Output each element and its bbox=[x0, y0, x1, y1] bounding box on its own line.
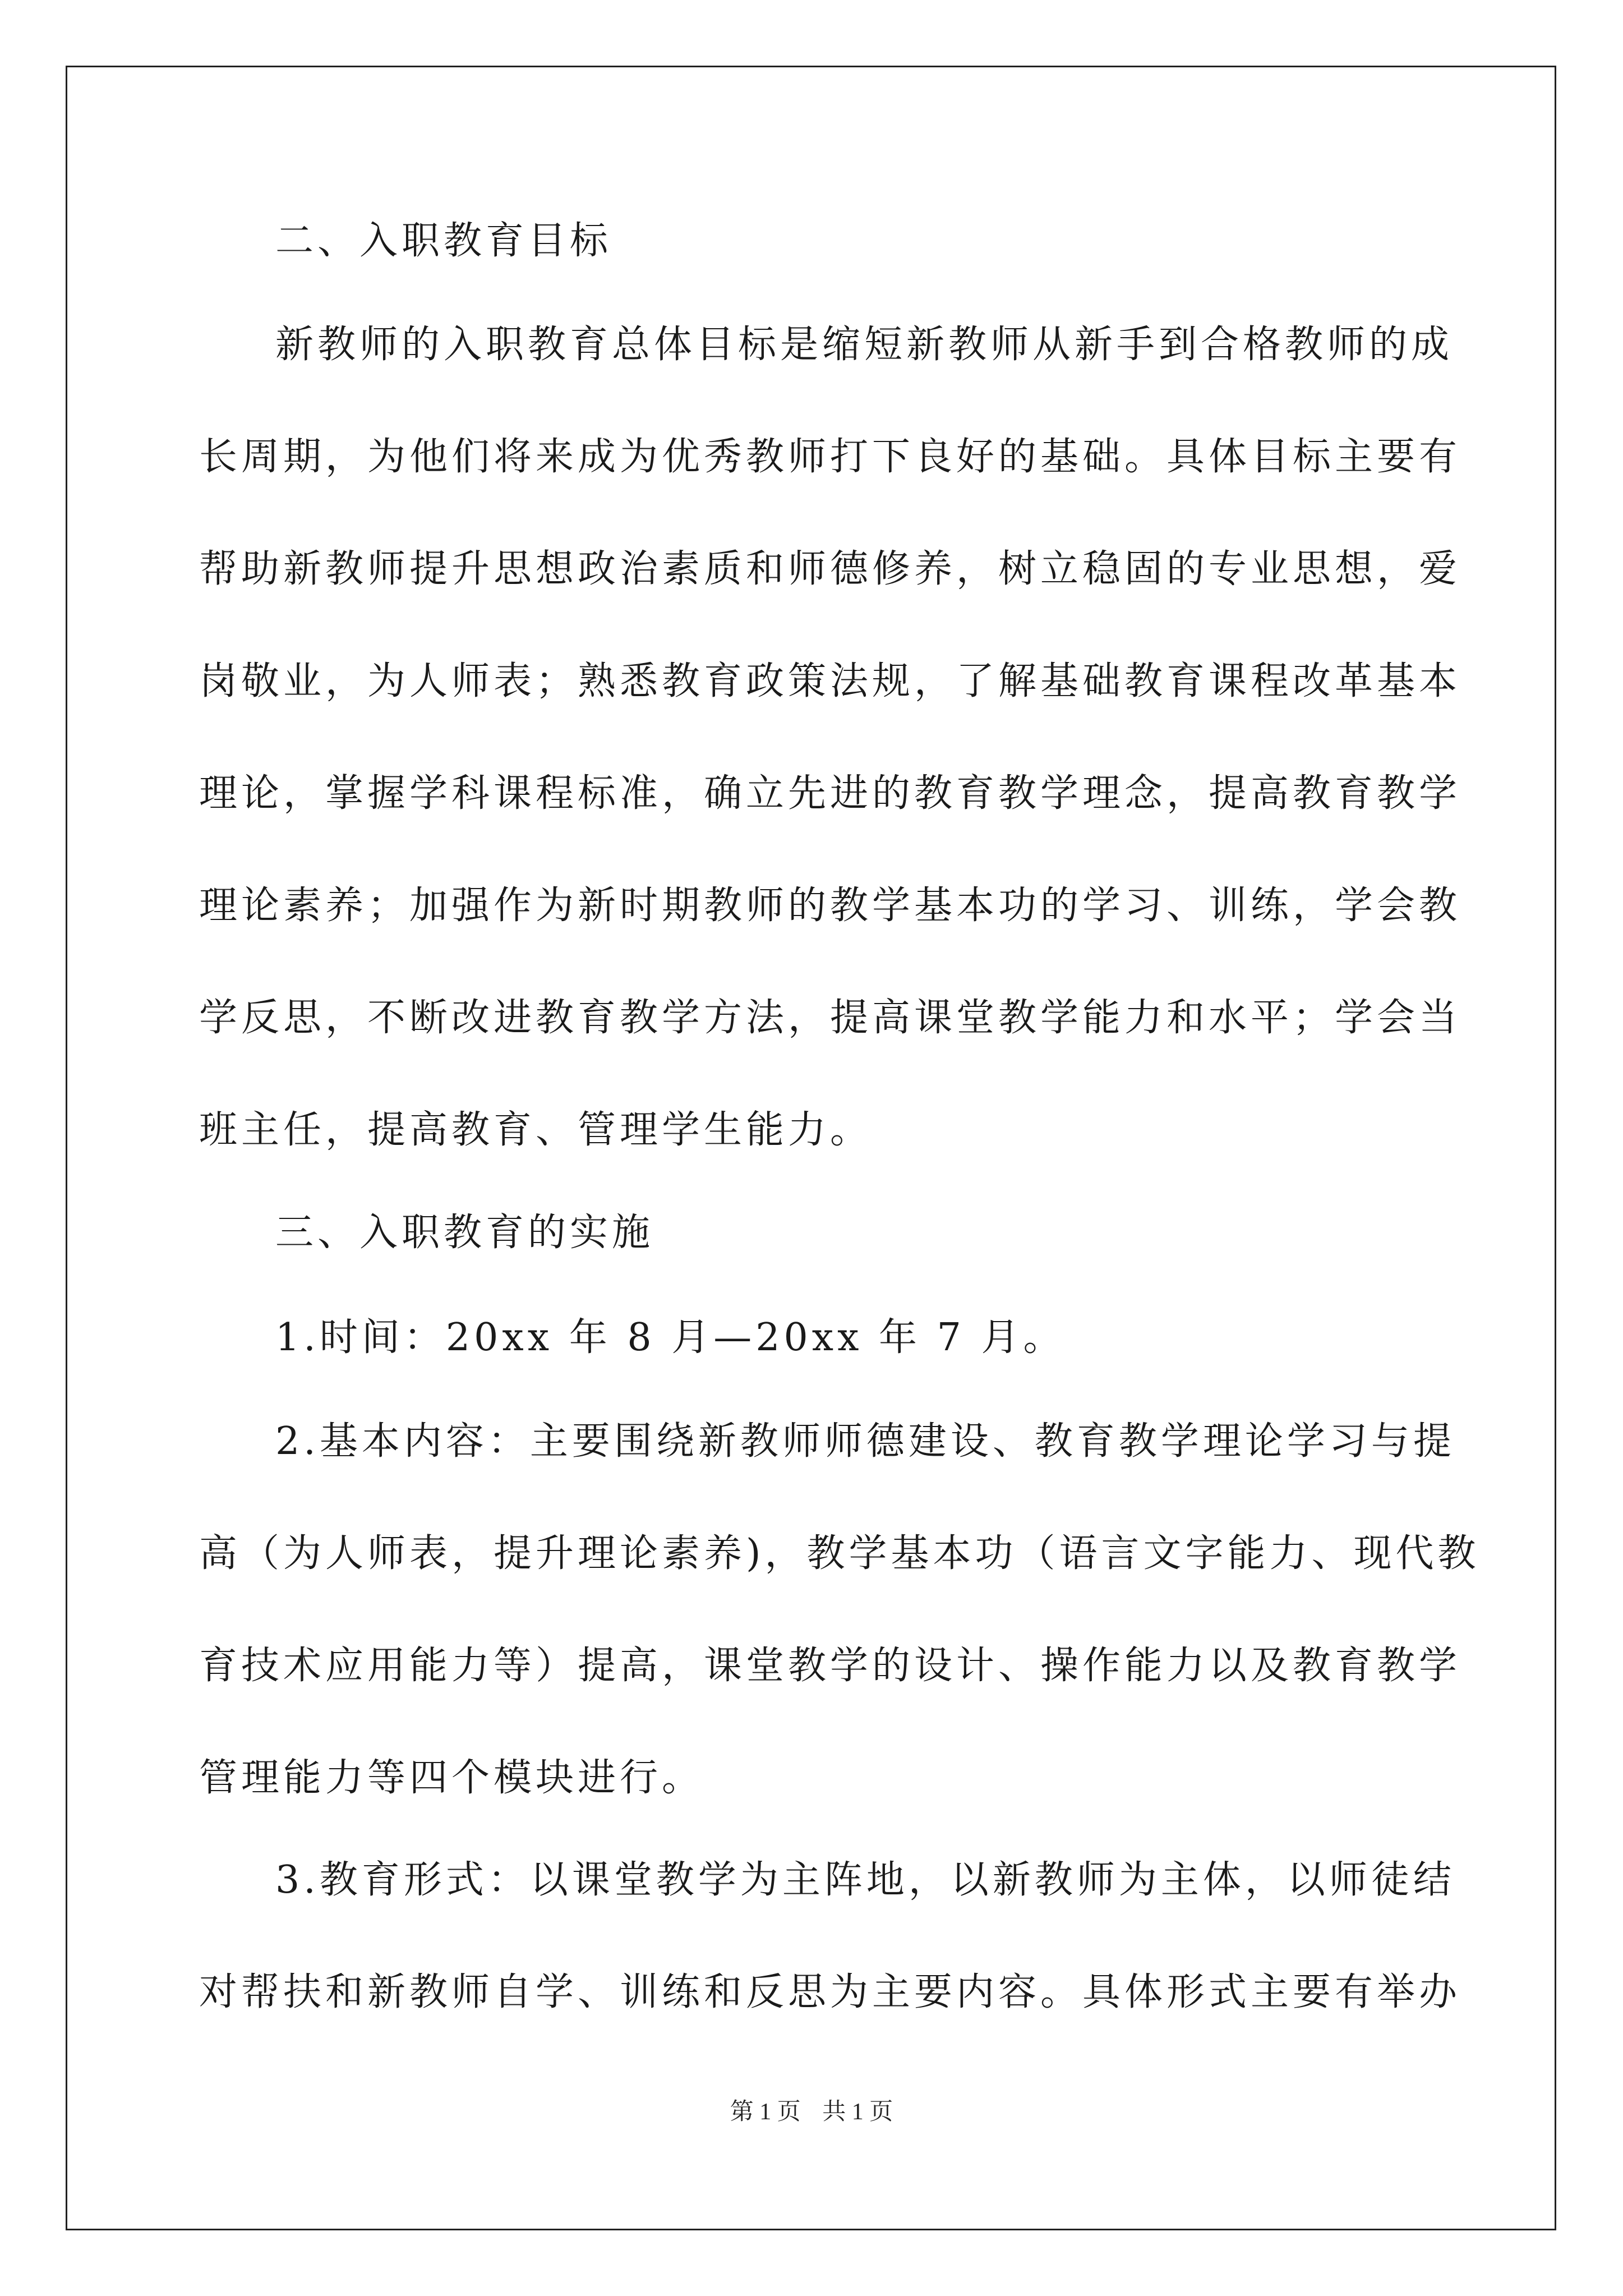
paragraph-line: 理论，掌握学科课程标准，确立先进的教育教学理念，提高教育教学 bbox=[199, 771, 1461, 816]
page-number-total: 共 1 页 bbox=[822, 2099, 893, 2125]
list-item-content-line: 管理能力等四个模块进行。 bbox=[199, 1756, 704, 1800]
section-heading-goals: 二、入职教育目标 bbox=[275, 219, 612, 263]
list-item-time: 1.时间：20xx 年 8 月—20xx 年 7 月。 bbox=[275, 1315, 1066, 1360]
list-item-form-line: 3.教育形式：以课堂教学为主阵地，以新教师为主体，以师徒结 bbox=[275, 1858, 1455, 1902]
paragraph-line: 帮助新教师提升思想政治素质和师德修养，树立稳固的专业思想，爱 bbox=[199, 547, 1461, 591]
paragraph-line: 长周期，为他们将来成为优秀教师打下良好的基础。具体目标主要有 bbox=[199, 435, 1461, 479]
list-item-content-line: 2.基本内容：主要围绕新教师师德建设、教育教学理论学习与提 bbox=[275, 1419, 1455, 1464]
paragraph-line: 岗敬业，为人师表；熟悉教育政策法规，了解基础教育课程改革基本 bbox=[199, 659, 1461, 703]
section-heading-implementation: 三、入职教育的实施 bbox=[275, 1211, 654, 1255]
paragraph-line: 班主任，提高教育、管理学生能力。 bbox=[199, 1108, 873, 1152]
paragraph-line: 理论素养；加强作为新时期教师的教学基本功的学习、训练，学会教 bbox=[199, 884, 1461, 928]
page-number-current: 第 1 页 bbox=[730, 2099, 801, 2125]
paragraph-line: 新教师的入职教育总体目标是缩短新教师从新手到合格教师的成 bbox=[275, 323, 1454, 367]
list-item-form-line: 对帮扶和新教师自学、训练和反思为主要内容。具体形式主要有举办 bbox=[199, 1970, 1461, 2014]
paragraph-line: 学反思，不断改进教育教学方法，提高课堂教学能力和水平；学会当 bbox=[199, 996, 1461, 1040]
list-item-content-line: 高（为人师表，提升理论素养)，教学基本功（语言文字能力、现代教 bbox=[199, 1531, 1480, 1576]
list-item-content-line: 育技术应用能力等）提高，课堂教学的设计、操作能力以及教育教学 bbox=[199, 1644, 1461, 1688]
page-footer bbox=[0, 2098, 1623, 2126]
